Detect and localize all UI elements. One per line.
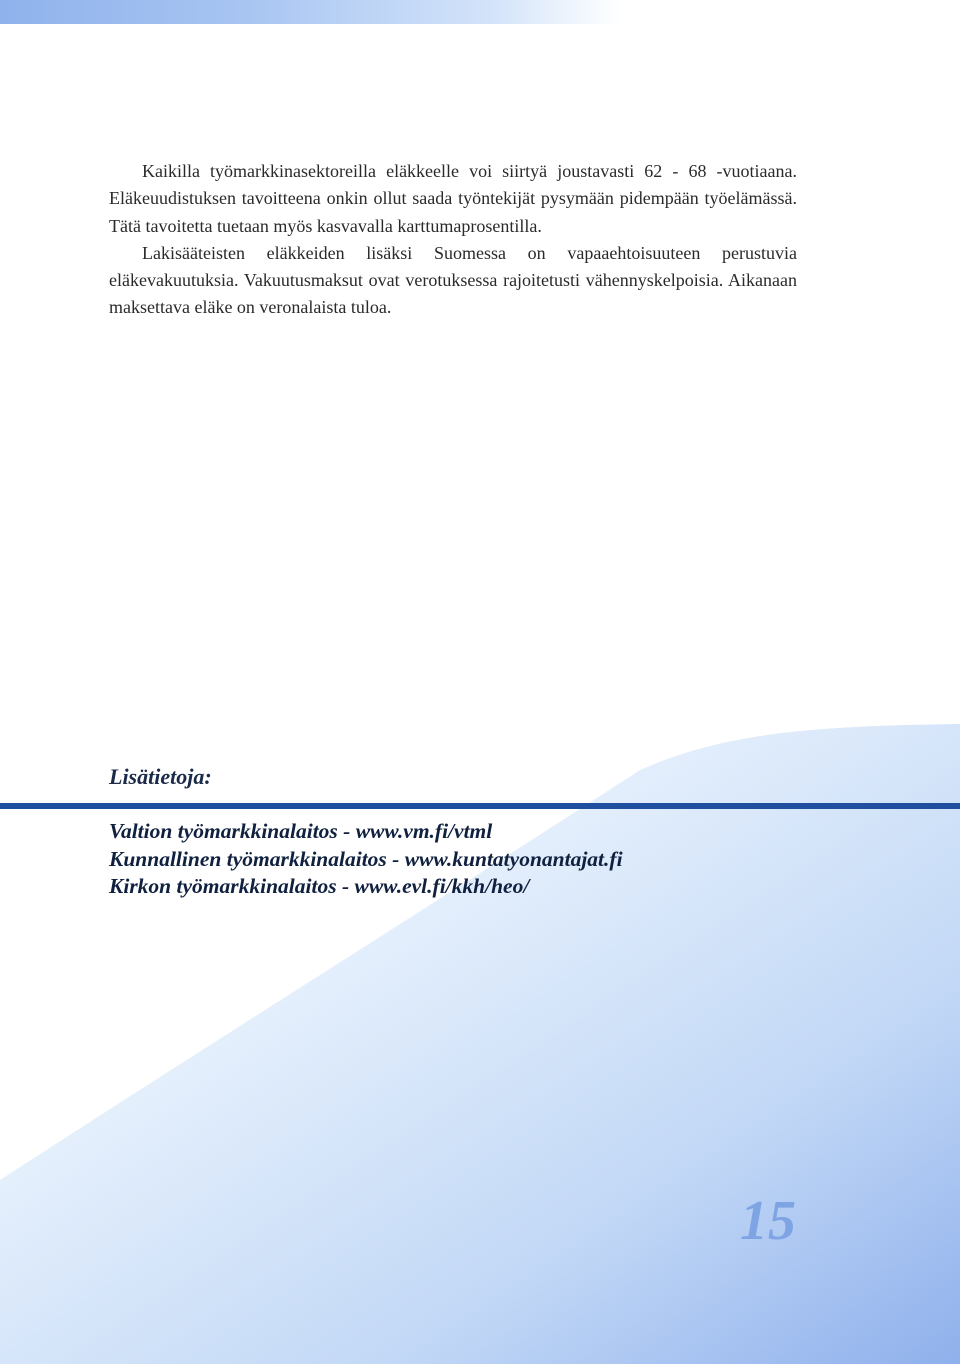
paragraph-pension-age: Kaikilla työmarkkinasektoreilla eläkkeelle voi siirtyä joustavasti 62 - 68 -vuotiaana. Eläkeuudistuksen tavoitteena onkin ollut saada työntekijät pysymään pidempään työelämässä. Tätä tavoitetta tuetaan myös kasvavalla karttumaprosentilla.: [109, 161, 797, 236]
info-links: [109, 818, 623, 901]
link-kunnallinen-tyomarkkinalaitos[interactable]: Kunnallinen työmarkkinalaitos - www.kuntatyonantajat.fi: [109, 846, 623, 871]
link-kirkon-tyomarkkinalaitos[interactable]: Kirkon työmarkkinalaitos - www.evl.fi/kkh/heo/: [109, 874, 530, 898]
body-text: [109, 158, 797, 322]
page-number: 15: [740, 1190, 796, 1252]
info-divider: [0, 803, 960, 809]
info-heading: Lisätietoja:: [109, 764, 212, 789]
link-valtion-tyomarkkinalaitos[interactable]: Valtion työmarkkinalaitos - www.vm.fi/vtml: [109, 819, 493, 843]
paragraph-voluntary-pension: Lakisääteisten eläkkeiden lisäksi Suomessa on vapaaehtoisuuteen perustuvia eläkevakuutuksia. Vakuutusmaksut ovat verotuksessa rajoitetusti vähennyskelpoisia. Aikanaan maksettava eläke on veronalaista tuloa.: [109, 242, 797, 318]
